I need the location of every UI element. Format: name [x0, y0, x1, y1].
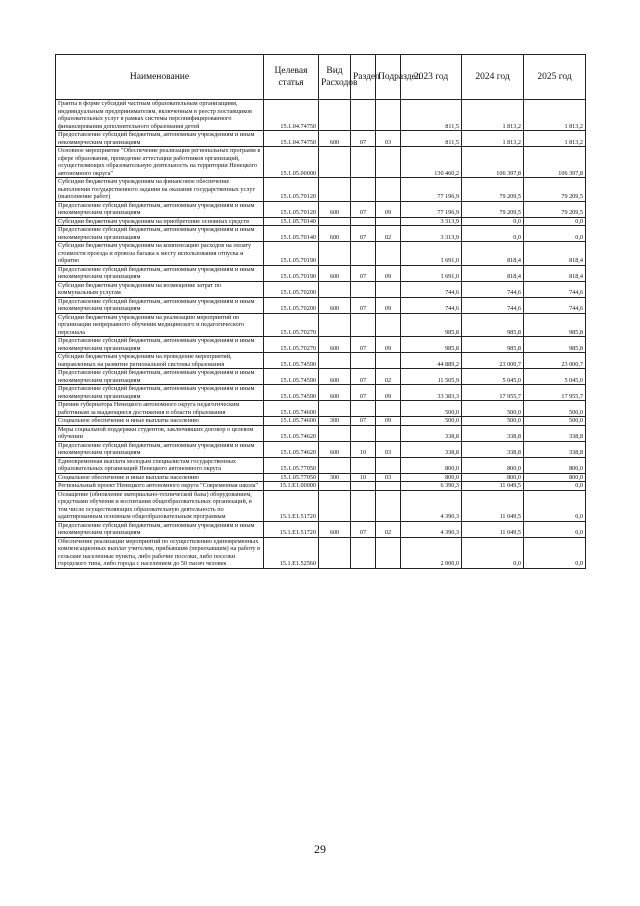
cell-podrazdel: [376, 242, 401, 266]
cell-name: Оснащение (обновление материально-технической базы) оборудованием, средствами обучения и воспитания общеобразовательных организаций, в том числе осуществляющих образовательную деятельность по адаптированным основным общеобразовательным программам: [56, 490, 264, 521]
table-row: [56, 217, 586, 226]
cell-name: Премии губернатора Ненецкого автономного округа педагогическим работникам за выдающиеся достижения в области образования: [56, 401, 264, 417]
cell-vid: [319, 457, 351, 473]
cell-2025: 744,6: [524, 281, 586, 297]
cell-razdel: 07: [351, 226, 376, 242]
cell-name: Субсидии бюджетным учреждениям на реализацию мероприятий по организации непрерывного обучения медицинского и педагогического персонала: [56, 313, 264, 337]
cell-code: 15.1.05.74600: [264, 417, 319, 426]
table-row: [56, 265, 586, 281]
cell-name: Меры социальной поддержки студентов, заключивших договор о целевом обучении: [56, 425, 264, 441]
cell-podrazdel: [376, 482, 401, 491]
cell-razdel: 10: [351, 441, 376, 457]
header-razdel: Раздел: [351, 55, 376, 100]
cell-razdel: [351, 242, 376, 266]
cell-code: 15.1.05.77050: [264, 457, 319, 473]
cell-vid: [319, 353, 351, 369]
cell-razdel: [351, 217, 376, 226]
cell-vid: 600: [319, 385, 351, 401]
cell-podrazdel: 09: [376, 417, 401, 426]
cell-code: 15.1.04.74750: [264, 100, 319, 131]
table-row: [56, 417, 586, 426]
header-vid: Вид Расходов: [319, 55, 351, 100]
cell-podrazdel: 09: [376, 337, 401, 353]
cell-vid: 600: [319, 226, 351, 242]
cell-podrazdel: 03: [376, 441, 401, 457]
cell-code: 15.1.05.70140: [264, 217, 319, 226]
table-row: [56, 473, 586, 482]
cell-2023: 800,0: [401, 473, 462, 482]
cell-2023: 985,8: [401, 313, 462, 337]
cell-vid: 600: [319, 297, 351, 313]
cell-2023: 11 505,9: [401, 369, 462, 385]
cell-razdel: [351, 425, 376, 441]
cell-2025: 818,4: [524, 242, 586, 266]
cell-2025: 818,4: [524, 265, 586, 281]
cell-2025: 79 209,5: [524, 201, 586, 217]
table-row: [56, 297, 586, 313]
cell-2025: 0,0: [524, 217, 586, 226]
cell-razdel: [351, 482, 376, 491]
cell-2024: 11 049,5: [462, 521, 524, 537]
cell-code: 15.1.05.70190: [264, 265, 319, 281]
cell-2024: 23 000,7: [462, 353, 524, 369]
cell-name: Социальное обеспечение и иные выплаты населению: [56, 417, 264, 426]
header-code: Целевая статья: [264, 55, 319, 100]
table-body: [56, 100, 586, 569]
cell-podrazdel: 09: [376, 265, 401, 281]
cell-razdel: [351, 537, 376, 568]
cell-2024: 1 813,2: [462, 131, 524, 147]
cell-name: Предоставление субсидий бюджетным, автономным учреждениям и иным некоммерческим организациям: [56, 226, 264, 242]
cell-razdel: 07: [351, 385, 376, 401]
cell-2024: 500,0: [462, 417, 524, 426]
cell-razdel: [351, 100, 376, 131]
cell-code: 15.1.05.70120: [264, 178, 319, 202]
cell-code: 15.1.05.74620: [264, 425, 319, 441]
cell-2023: 44 889,2: [401, 353, 462, 369]
cell-2024: 500,0: [462, 401, 524, 417]
cell-2025: 985,8: [524, 313, 586, 337]
cell-razdel: 07: [351, 297, 376, 313]
cell-2024: 338,8: [462, 441, 524, 457]
cell-2024: 744,6: [462, 281, 524, 297]
cell-2025: 17 955,7: [524, 385, 586, 401]
cell-vid: [319, 482, 351, 491]
cell-podrazdel: [376, 281, 401, 297]
cell-vid: 600: [319, 201, 351, 217]
cell-2023: 338,8: [401, 425, 462, 441]
header-podrazdel: Подраздел: [376, 55, 401, 100]
cell-name: Субсидии бюджетным учреждениям на компенсацию расходов на оплату стоимости проезда и провоза багажа к месту использования отпуска и обратно: [56, 242, 264, 266]
cell-razdel: 07: [351, 265, 376, 281]
cell-podrazdel: [376, 217, 401, 226]
cell-2025: 500,0: [524, 417, 586, 426]
cell-2024: 818,4: [462, 242, 524, 266]
cell-name: Региональный проект Ненецкого автономного округа "Современная школа": [56, 482, 264, 491]
cell-vid: [319, 281, 351, 297]
cell-vid: 300: [319, 473, 351, 482]
cell-razdel: [351, 401, 376, 417]
table-header-row: [56, 55, 586, 100]
cell-code: 15.1.05.00000: [264, 147, 319, 178]
cell-name: Субсидии бюджетным учреждениям на возмещение затрат по коммунальным услугам: [56, 281, 264, 297]
cell-2025: 744,6: [524, 297, 586, 313]
cell-podrazdel: [376, 401, 401, 417]
table-row: [56, 425, 586, 441]
header-2023: 2023 год: [401, 55, 462, 100]
cell-podrazdel: [376, 178, 401, 202]
cell-2023: 1 691,0: [401, 242, 462, 266]
cell-vid: [319, 490, 351, 521]
cell-razdel: [351, 313, 376, 337]
cell-2023: 500,0: [401, 401, 462, 417]
cell-2023: 77 196,9: [401, 201, 462, 217]
cell-podrazdel: 09: [376, 297, 401, 313]
cell-2025: 0,0: [524, 226, 586, 242]
cell-razdel: [351, 457, 376, 473]
cell-2025: 985,8: [524, 337, 586, 353]
table-row: [56, 131, 586, 147]
header-2025: 2025 год: [524, 55, 586, 100]
cell-name: Единовременная выплата молодым специалистам государственных образовательных организаций Ненецкого автономного округа: [56, 457, 264, 473]
cell-2025: 23 000,7: [524, 353, 586, 369]
cell-2025: 338,8: [524, 425, 586, 441]
cell-vid: 600: [319, 131, 351, 147]
cell-code: 15.1.05.70200: [264, 281, 319, 297]
cell-2024: 17 955,7: [462, 385, 524, 401]
cell-code: 15.1.05.70270: [264, 313, 319, 337]
cell-2024: 985,8: [462, 337, 524, 353]
cell-code: 15.1.05.74620: [264, 441, 319, 457]
cell-code: 15.1.05.70140: [264, 226, 319, 242]
cell-razdel: 10: [351, 473, 376, 482]
cell-podrazdel: [376, 490, 401, 521]
cell-2025: 0,0: [524, 537, 586, 568]
table-row: [56, 147, 586, 178]
cell-code: 15.1.05.74590: [264, 385, 319, 401]
cell-2023: 811,5: [401, 100, 462, 131]
cell-2024: 338,8: [462, 425, 524, 441]
cell-2024: 800,0: [462, 473, 524, 482]
cell-2023: 77 196,9: [401, 178, 462, 202]
cell-vid: 600: [319, 521, 351, 537]
table-row: [56, 369, 586, 385]
cell-name: Предоставление субсидий бюджетным, автономным учреждениям и иным некоммерческим организациям: [56, 337, 264, 353]
cell-vid: 600: [319, 337, 351, 353]
cell-vid: 600: [319, 265, 351, 281]
cell-razdel: 07: [351, 521, 376, 537]
cell-name: Предоставление субсидий бюджетным, автономным учреждениям и иным некоммерческим организациям: [56, 369, 264, 385]
cell-vid: [319, 537, 351, 568]
cell-2024: 0,0: [462, 226, 524, 242]
table-row: [56, 337, 586, 353]
table-row: [56, 385, 586, 401]
cell-code: 15.1.05.77050: [264, 473, 319, 482]
cell-code: 15.1.04.74750: [264, 131, 319, 147]
cell-2024: 818,4: [462, 265, 524, 281]
cell-code: 15.1.05.70190: [264, 242, 319, 266]
cell-razdel: [351, 178, 376, 202]
table-row: [56, 100, 586, 131]
cell-vid: [319, 242, 351, 266]
cell-2025: 800,0: [524, 473, 586, 482]
cell-2023: 4 390,3: [401, 521, 462, 537]
cell-2024: 0,0: [462, 217, 524, 226]
cell-name: Предоставление субсидий бюджетным, автономным учреждениям и иным некоммерческим организациям: [56, 441, 264, 457]
cell-code: 15.1.05.74590: [264, 353, 319, 369]
table-row: [56, 281, 586, 297]
cell-vid: [319, 147, 351, 178]
cell-vid: 300: [319, 417, 351, 426]
cell-code: 15.1.Е1.52560: [264, 537, 319, 568]
cell-2025: 1 813,2: [524, 100, 586, 131]
cell-podrazdel: [376, 457, 401, 473]
table-row: [56, 490, 586, 521]
cell-2023: 3 313,9: [401, 226, 462, 242]
table-row: [56, 457, 586, 473]
cell-podrazdel: [376, 100, 401, 131]
table-row: [56, 441, 586, 457]
cell-2023: 744,6: [401, 281, 462, 297]
cell-2023: 2 000,0: [401, 537, 462, 568]
cell-name: Гранты в форме субсидий частным образовательным организациям, индивидуальным предпринимателям, включенным в реестр поставщиков образовательных услуг в рамках системы персонифицированного финансирования дополнительного образования детей: [56, 100, 264, 131]
cell-code: 15.1.05.70200: [264, 297, 319, 313]
cell-2023: 6 390,3: [401, 482, 462, 491]
cell-code: 15.1.Е1.51720: [264, 490, 319, 521]
cell-podrazdel: 02: [376, 521, 401, 537]
cell-razdel: 07: [351, 337, 376, 353]
cell-razdel: [351, 281, 376, 297]
cell-name: Предоставление субсидий бюджетным, автономным учреждениям и иным некоммерческим организациям: [56, 297, 264, 313]
cell-code: 15.1.Е1.51720: [264, 521, 319, 537]
cell-razdel: 07: [351, 201, 376, 217]
cell-name: Социальное обеспечение и иные выплаты населению: [56, 473, 264, 482]
cell-vid: 600: [319, 369, 351, 385]
table-row: [56, 242, 586, 266]
cell-2024: 1 813,2: [462, 100, 524, 131]
budget-table: [55, 54, 586, 569]
cell-podrazdel: 03: [376, 473, 401, 482]
cell-podrazdel: [376, 537, 401, 568]
cell-2023: 800,0: [401, 457, 462, 473]
cell-razdel: 07: [351, 369, 376, 385]
cell-name: Обеспечение реализации мероприятий по осуществлению единовременных компенсационных выплат учителям, прибывшим (переехавшим) на работу в сельские населенные пункты, либо рабочие поселки, либо поселки городского типа, либо города с населением до 50 тысяч человек: [56, 537, 264, 568]
table-row: [56, 537, 586, 568]
cell-razdel: 07: [351, 417, 376, 426]
cell-podrazdel: 02: [376, 226, 401, 242]
cell-podrazdel: [376, 147, 401, 178]
cell-name: Предоставление субсидий бюджетным, автономным учреждениям и иным некоммерческим организациям: [56, 521, 264, 537]
cell-razdel: [351, 147, 376, 178]
cell-2025: 0,0: [524, 521, 586, 537]
cell-vid: 600: [319, 441, 351, 457]
cell-2025: 800,0: [524, 457, 586, 473]
cell-name: Субсидии бюджетным учреждениям на проведение мероприятий, направленных на развитие региональной системы образования: [56, 353, 264, 369]
cell-name: Предоставление субсидий бюджетным, автономным учреждениям и иным некоммерческим организациям: [56, 201, 264, 217]
header-name: Наименование: [56, 55, 264, 100]
cell-name: Субсидии бюджетным учреждениям на приобретение основных средств: [56, 217, 264, 226]
cell-2024: 800,0: [462, 457, 524, 473]
cell-2024: 0,0: [462, 537, 524, 568]
cell-razdel: 07: [351, 131, 376, 147]
cell-name: Предоставление субсидий бюджетным, автономным учреждениям и иным некоммерческим организациям: [56, 265, 264, 281]
table-row: [56, 482, 586, 491]
header-2024: 2024 год: [462, 55, 524, 100]
cell-code: 15.1.05.74590: [264, 369, 319, 385]
table-row: [56, 401, 586, 417]
cell-2025: 106 397,8: [524, 147, 586, 178]
cell-vid: [319, 100, 351, 131]
cell-code: 15.1.05.74600: [264, 401, 319, 417]
cell-name: Субсидии бюджетным учреждениям на финансовое обеспечение выполнения государственного задания на оказание государственных услуг (выполнение работ): [56, 178, 264, 202]
cell-code: 15.1.05.70120: [264, 201, 319, 217]
cell-2024: 5 045,0: [462, 369, 524, 385]
cell-podrazdel: 09: [376, 201, 401, 217]
cell-2025: 0,0: [524, 490, 586, 521]
cell-2024: 79 209,5: [462, 201, 524, 217]
table-row: [56, 521, 586, 537]
cell-code: 15.1.Е1.00000: [264, 482, 319, 491]
cell-vid: [319, 178, 351, 202]
cell-2023: 4 390,3: [401, 490, 462, 521]
cell-2025: 338,8: [524, 441, 586, 457]
cell-2023: 985,8: [401, 337, 462, 353]
cell-2025: 79 209,5: [524, 178, 586, 202]
table-row: [56, 226, 586, 242]
cell-vid: [319, 401, 351, 417]
cell-name: Основное мероприятие "Обеспечение реализации региональных программ в сфере образования, проведение аттестации работников организаций, осуществляющих образовательную деятельность на территории Ненецкого автономного округа": [56, 147, 264, 178]
cell-podrazdel: 03: [376, 131, 401, 147]
cell-podrazdel: [376, 425, 401, 441]
cell-2023: 811,5: [401, 131, 462, 147]
cell-2024: 11 049,5: [462, 482, 524, 491]
cell-podrazdel: 09: [376, 385, 401, 401]
cell-2024: 106 397,8: [462, 147, 524, 178]
cell-vid: [319, 217, 351, 226]
table-row: [56, 178, 586, 202]
cell-name: Предоставление субсидий бюджетным, автономным учреждениям и иным некоммерческим организациям: [56, 131, 264, 147]
page-number: 29: [314, 842, 326, 856]
cell-2025: 500,0: [524, 401, 586, 417]
table-row: [56, 313, 586, 337]
cell-podrazdel: 02: [376, 369, 401, 385]
cell-podrazdel: [376, 353, 401, 369]
table-row: [56, 353, 586, 369]
cell-2023: 500,0: [401, 417, 462, 426]
cell-2023: 744,6: [401, 297, 462, 313]
cell-2023: 338,8: [401, 441, 462, 457]
cell-2023: 3 313,9: [401, 217, 462, 226]
cell-2025: 1 813,2: [524, 131, 586, 147]
cell-podrazdel: [376, 313, 401, 337]
cell-2023: 33 383,3: [401, 385, 462, 401]
cell-2024: 985,8: [462, 313, 524, 337]
cell-razdel: [351, 490, 376, 521]
cell-2023: 130 460,2: [401, 147, 462, 178]
cell-vid: [319, 425, 351, 441]
cell-2024: 744,6: [462, 297, 524, 313]
cell-2024: 79 209,5: [462, 178, 524, 202]
cell-2025: 5 045,0: [524, 369, 586, 385]
cell-2023: 1 691,0: [401, 265, 462, 281]
cell-name: Предоставление субсидий бюджетным, автономным учреждениям и иным некоммерческим организациям: [56, 385, 264, 401]
cell-code: 15.1.05.70270: [264, 337, 319, 353]
table-row: [56, 201, 586, 217]
cell-razdel: [351, 353, 376, 369]
cell-vid: [319, 313, 351, 337]
cell-2025: 0,0: [524, 482, 586, 491]
cell-2024: 11 049,5: [462, 490, 524, 521]
